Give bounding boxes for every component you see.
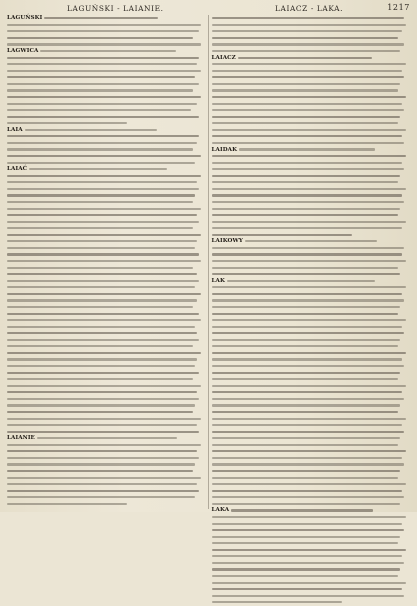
illegible-text-bar xyxy=(7,326,195,328)
illegible-text-bar xyxy=(212,273,400,275)
column-rule xyxy=(208,15,209,509)
illegible-text-bar xyxy=(7,70,201,72)
illegible-text-bar xyxy=(212,155,406,157)
illegible-text-bar xyxy=(212,24,406,26)
illegible-text-bar xyxy=(212,63,406,65)
illegible-text-bar xyxy=(212,109,404,111)
illegible-text-bar xyxy=(7,463,195,465)
illegible-text-bar xyxy=(7,345,193,347)
illegible-text-bar xyxy=(7,122,127,124)
illegible-text-bar xyxy=(212,503,400,505)
illegible-text-bar xyxy=(7,37,193,39)
illegible-text-bar xyxy=(212,352,406,354)
illegible-text-bar xyxy=(7,313,199,315)
illegible-text-bar xyxy=(212,103,402,105)
illegible-text-bar xyxy=(212,194,402,196)
illegible-text-bar xyxy=(212,299,404,301)
illegible-text-bar xyxy=(212,345,398,347)
illegible-text-bar xyxy=(7,339,199,341)
illegible-text-bar xyxy=(212,418,406,420)
illegible-text-bar xyxy=(212,168,404,170)
illegible-text-bar xyxy=(7,267,193,269)
illegible-text-bar xyxy=(212,83,400,85)
illegible-text-bar xyxy=(7,483,197,485)
illegible-text-bar xyxy=(7,201,193,203)
illegible-text-bar xyxy=(7,457,199,459)
headword-laianie: LAIANIE xyxy=(7,435,35,442)
illegible-text-bar xyxy=(7,286,195,288)
illegible-text-bar xyxy=(212,536,400,538)
illegible-text-bar xyxy=(212,529,404,531)
illegible-text-bar xyxy=(212,135,402,137)
illegible-text-bar xyxy=(212,253,402,255)
illegible-text-bar xyxy=(212,181,398,183)
illegible-text-bar xyxy=(7,273,197,275)
illegible-text-bar xyxy=(7,411,193,413)
illegible-text-bar xyxy=(7,214,197,216)
illegible-text-bar xyxy=(212,234,352,236)
illegible-text-bar xyxy=(212,96,406,98)
illegible-text-bar xyxy=(7,109,191,111)
illegible-text-bar xyxy=(7,424,197,426)
illegible-text-bar xyxy=(212,221,406,223)
illegible-text-bar xyxy=(7,306,193,308)
illegible-text-bar xyxy=(238,57,372,59)
illegible-text-bar xyxy=(25,129,157,131)
illegible-text-bar xyxy=(212,365,404,367)
illegible-text-bar xyxy=(212,450,406,452)
headword-laiacz: LAIACZ xyxy=(211,54,236,61)
illegible-text-bar xyxy=(212,358,402,360)
illegible-text-bar xyxy=(212,457,402,459)
headword-laikowy: LAIKOWY xyxy=(211,238,243,245)
illegible-text-bar xyxy=(7,431,199,433)
illegible-text-bar xyxy=(212,431,404,433)
headword-laia: LAIA xyxy=(7,126,23,133)
illegible-text-bar xyxy=(212,542,398,544)
illegible-text-bar xyxy=(212,404,400,406)
illegible-text-bar xyxy=(7,404,195,406)
illegible-text-bar xyxy=(7,365,195,367)
illegible-text-bar xyxy=(44,17,158,19)
illegible-text-bar xyxy=(7,470,193,472)
headword-laiac: LAIAĆ xyxy=(7,166,28,173)
illegible-text-bar xyxy=(212,43,404,45)
illegible-text-bar xyxy=(212,339,400,341)
illegible-text-bar xyxy=(212,208,400,210)
illegible-text-bar xyxy=(7,398,199,400)
illegible-text-bar xyxy=(7,142,197,144)
illegible-text-bar xyxy=(212,378,398,380)
illegible-text-bar xyxy=(40,50,176,52)
illegible-text-bar xyxy=(7,221,199,223)
illegible-text-bar xyxy=(231,509,373,511)
illegible-text-bar xyxy=(212,260,406,262)
illegible-text-bar xyxy=(212,588,402,590)
illegible-text-bar xyxy=(212,89,398,91)
illegible-text-bar xyxy=(212,483,406,485)
illegible-text-bar xyxy=(7,43,201,45)
illegible-text-bar xyxy=(227,280,375,282)
illegible-text-bar xyxy=(7,352,201,354)
illegible-text-bar xyxy=(212,463,404,465)
text-line xyxy=(212,599,413,606)
illegible-text-bar xyxy=(7,260,201,262)
illegible-text-bar xyxy=(7,358,197,360)
illegible-text-bar xyxy=(212,391,402,393)
illegible-text-bar xyxy=(212,30,402,32)
illegible-text-bar xyxy=(7,96,201,98)
illegible-text-bar xyxy=(7,391,197,393)
two-column-body xyxy=(7,15,412,514)
illegible-text-bar xyxy=(7,385,201,387)
illegible-text-bar xyxy=(7,234,201,236)
illegible-text-bar xyxy=(7,372,199,374)
headword-lagunski: LAGUŃSKI xyxy=(7,15,43,22)
illegible-text-bar xyxy=(7,319,201,321)
illegible-text-bar xyxy=(212,326,402,328)
illegible-text-bar xyxy=(7,194,195,196)
illegible-text-bar xyxy=(7,63,197,65)
illegible-text-bar xyxy=(212,332,404,334)
illegible-text-bar xyxy=(212,313,398,315)
illegible-text-bar xyxy=(212,129,406,131)
illegible-text-bar xyxy=(7,155,201,157)
left-column xyxy=(7,15,208,509)
illegible-text-bar xyxy=(212,582,406,584)
illegible-text-bar xyxy=(212,214,398,216)
illegible-text-bar xyxy=(212,516,406,518)
illegible-text-bar xyxy=(7,76,195,78)
illegible-text-bar xyxy=(212,76,404,78)
illegible-text-bar xyxy=(212,562,404,564)
illegible-text-bar xyxy=(7,450,197,452)
illegible-text-bar xyxy=(7,490,199,492)
illegible-text-bar xyxy=(7,280,199,282)
illegible-text-bar xyxy=(212,555,402,557)
headword-laidak: LAIDAK xyxy=(211,146,238,153)
illegible-text-bar xyxy=(212,523,402,525)
illegible-text-bar xyxy=(212,293,402,295)
illegible-text-bar xyxy=(7,188,199,190)
illegible-text-bar xyxy=(212,247,404,249)
illegible-text-bar xyxy=(7,253,199,255)
illegible-text-bar xyxy=(212,227,402,229)
illegible-text-bar xyxy=(212,306,400,308)
illegible-text-bar xyxy=(7,418,201,420)
illegible-text-bar xyxy=(212,601,342,603)
right-running-head: LAIACZ - LAKA. xyxy=(275,4,344,13)
illegible-text-bar xyxy=(212,490,402,492)
illegible-text-bar xyxy=(212,201,404,203)
illegible-text-bar xyxy=(7,332,197,334)
illegible-text-bar xyxy=(7,135,199,137)
illegible-text-bar xyxy=(7,57,199,59)
illegible-text-bar xyxy=(212,411,398,413)
illegible-text-bar xyxy=(245,240,377,242)
illegible-text-bar xyxy=(37,437,177,439)
illegible-text-bar xyxy=(212,437,400,439)
headword-laka: LAKA xyxy=(211,507,230,514)
illegible-text-bar xyxy=(7,181,197,183)
illegible-text-bar xyxy=(7,116,199,118)
illegible-text-bar xyxy=(7,299,197,301)
illegible-text-bar xyxy=(212,444,398,446)
illegible-text-bar xyxy=(212,17,404,19)
right-column xyxy=(211,15,413,514)
illegible-text-bar xyxy=(212,188,406,190)
illegible-text-bar xyxy=(29,168,167,170)
illegible-text-bar xyxy=(212,319,406,321)
illegible-text-bar xyxy=(212,372,400,374)
illegible-text-bar xyxy=(7,83,199,85)
illegible-text-bar xyxy=(212,50,400,52)
illegible-text-bar xyxy=(212,549,406,551)
illegible-text-bar xyxy=(7,89,193,91)
left-running-head: LAGUŃSKI - LAIANIE. xyxy=(67,4,164,13)
page-number: 1217 xyxy=(387,3,410,12)
illegible-text-bar xyxy=(212,37,398,39)
illegible-text-bar xyxy=(212,162,402,164)
illegible-text-bar xyxy=(212,70,402,72)
illegible-text-bar xyxy=(7,496,195,498)
illegible-text-bar xyxy=(212,122,398,124)
headword-lak: LAK xyxy=(211,277,225,284)
illegible-text-bar xyxy=(7,148,193,150)
illegible-text-bar xyxy=(7,162,195,164)
illegible-text-bar xyxy=(212,595,404,597)
text-line xyxy=(7,501,208,508)
illegible-text-bar xyxy=(212,575,398,577)
illegible-text-bar xyxy=(212,175,400,177)
illegible-text-bar xyxy=(7,175,201,177)
illegible-text-bar xyxy=(7,103,197,105)
illegible-text-bar xyxy=(212,568,400,570)
illegible-text-bar xyxy=(212,477,398,479)
illegible-text-bar xyxy=(7,477,201,479)
illegible-text-bar xyxy=(212,142,404,144)
illegible-text-bar xyxy=(212,496,404,498)
illegible-text-bar xyxy=(212,398,404,400)
illegible-text-bar xyxy=(212,470,400,472)
illegible-text-bar xyxy=(7,227,193,229)
illegible-text-bar xyxy=(212,424,402,426)
illegible-text-bar xyxy=(7,444,201,446)
illegible-text-bar xyxy=(7,503,127,505)
illegible-text-bar xyxy=(212,385,406,387)
illegible-text-bar xyxy=(7,240,197,242)
headword-lagwica: LAGWICA xyxy=(7,48,39,55)
illegible-text-bar xyxy=(239,148,375,150)
illegible-text-bar xyxy=(7,293,201,295)
illegible-text-bar xyxy=(212,286,406,288)
illegible-text-bar xyxy=(212,116,400,118)
running-header xyxy=(7,3,412,15)
illegible-text-bar xyxy=(7,247,195,249)
illegible-text-bar xyxy=(7,30,199,32)
illegible-text-bar xyxy=(7,24,201,26)
illegible-text-bar xyxy=(7,378,193,380)
illegible-text-bar xyxy=(212,267,398,269)
illegible-text-bar xyxy=(7,208,201,210)
